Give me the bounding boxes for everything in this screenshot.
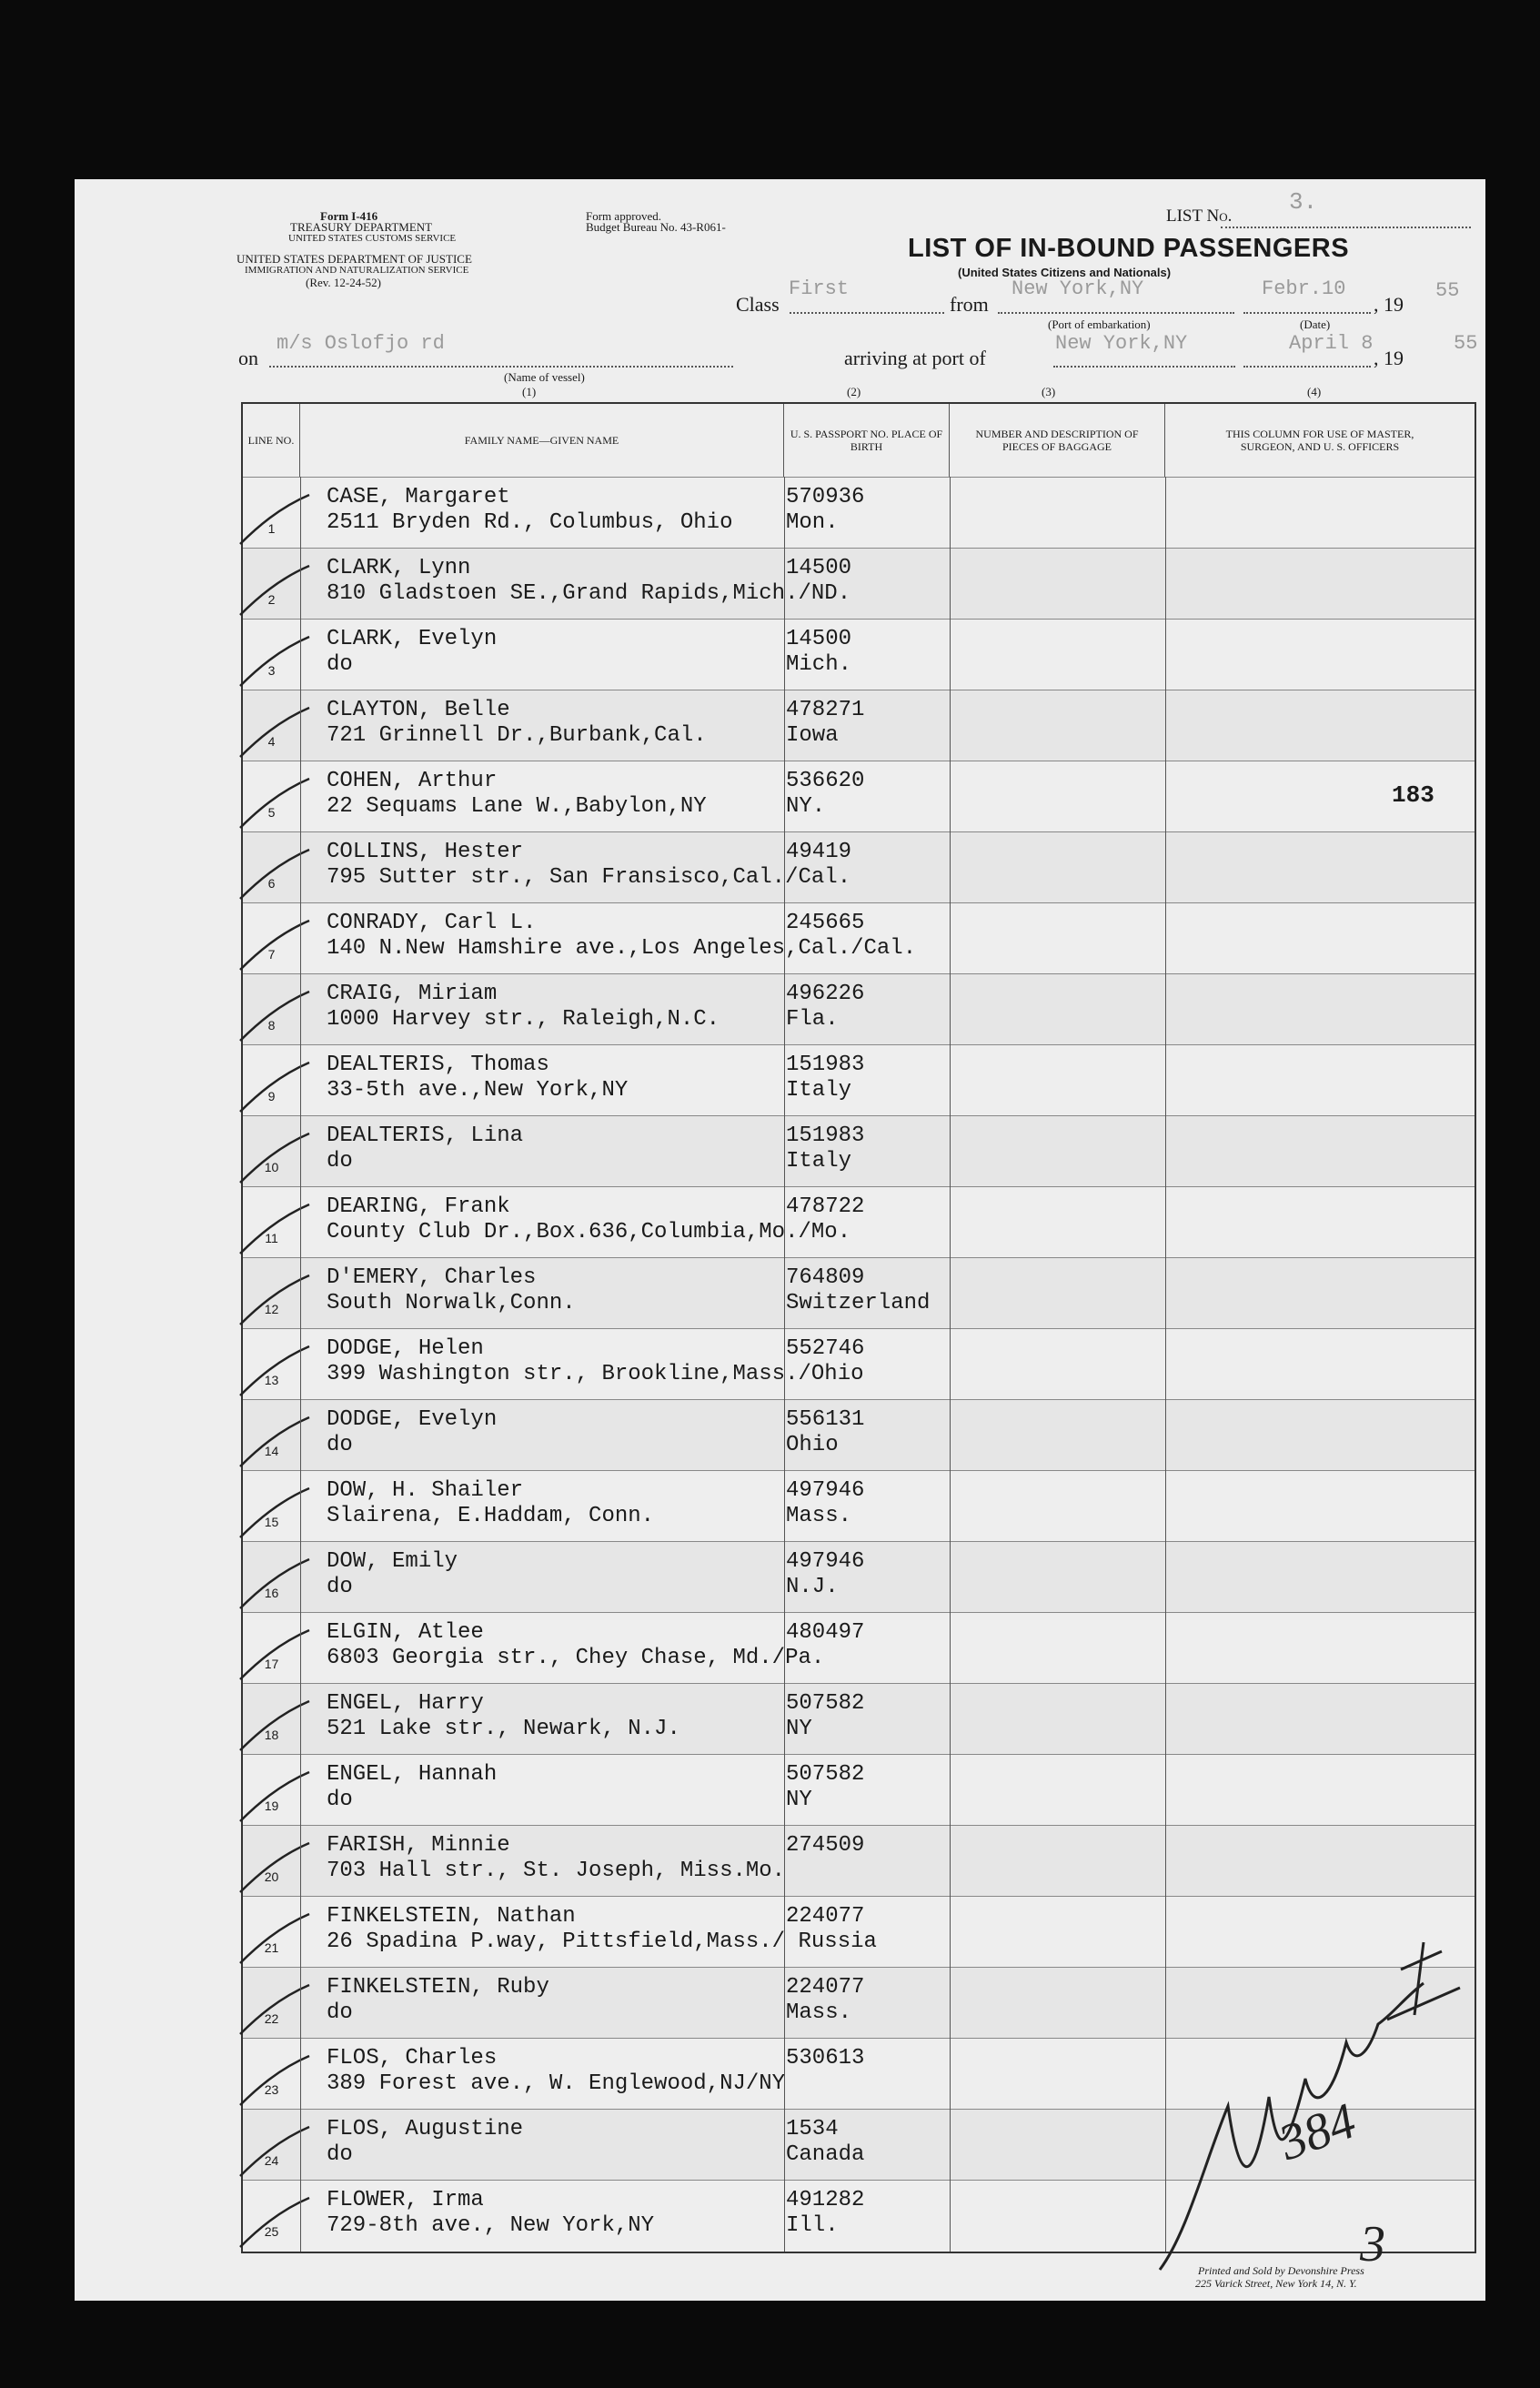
table-row <box>243 1470 1475 1541</box>
passport-number: 14500 <box>786 627 852 651</box>
table-row <box>243 831 1475 902</box>
line-number: 17 <box>264 1657 279 1671</box>
passenger-address: do <box>327 1149 353 1174</box>
passenger-name: FINKELSTEIN, Nathan <box>327 1904 576 1929</box>
line-number: 21 <box>264 1940 279 1955</box>
year1-value: 55 <box>1435 279 1460 302</box>
passenger-name: FLOS, Augustine <box>327 2117 524 2141</box>
ins-service: IMMIGRATION AND NATURALIZATION SERVICE <box>245 265 469 276</box>
line-number: 15 <box>264 1515 279 1529</box>
list-no-line <box>1221 227 1471 228</box>
line-number: 14 <box>264 1444 279 1458</box>
place-of-birth: NY. <box>786 794 826 819</box>
table-body <box>243 477 1475 2253</box>
page-title: LIST OF IN-BOUND PASSENGERS <box>908 234 1350 263</box>
place-of-birth: N.J. <box>786 1575 839 1599</box>
place-of-birth: Ill. <box>786 2213 839 2238</box>
passenger-address: 6803 Georgia str., Chey Chase, Md./Pa. <box>327 1646 825 1670</box>
vessel-name: m/s Oslofjo rd <box>277 332 445 355</box>
page-subtitle: (United States Citizens and Nationals) <box>958 266 1172 279</box>
col2-caption: (2) <box>847 385 861 398</box>
form-number: Form I-416 <box>320 209 378 223</box>
place-of-birth: Fla. <box>786 1007 839 1032</box>
date1-line <box>1243 312 1371 314</box>
passenger-address: 521 Lake str., Newark, N.J. <box>327 1717 680 1741</box>
place-of-birth: NY <box>786 1717 812 1741</box>
table-row <box>243 1896 1475 1967</box>
passport-number: 552746 <box>786 1336 865 1361</box>
table-row <box>243 1328 1475 1399</box>
year1-prefix: , 19 <box>1374 293 1404 316</box>
place-of-birth: Italy <box>786 1078 852 1103</box>
passenger-name: DODGE, Evelyn <box>327 1407 498 1432</box>
line-number: 13 <box>264 1373 279 1387</box>
table-row <box>243 1612 1475 1683</box>
line-number: 23 <box>264 2082 279 2097</box>
passport-number: 478271 <box>786 698 865 722</box>
from-line <box>998 312 1234 314</box>
passport-number: 224077 <box>786 1904 865 1929</box>
col4-caption: (4) <box>1307 385 1322 398</box>
passenger-address: do <box>327 652 353 677</box>
table-row <box>243 2180 1475 2251</box>
passenger-address: 22 Sequams Lane W.,Babylon,NY <box>327 794 707 819</box>
from-label: from <box>950 293 989 316</box>
passenger-name: FLOWER, Irma <box>327 2188 484 2212</box>
col-header-passport: U. S. PASSPORT NO. PLACE OF BIRTH <box>784 404 950 477</box>
passenger-address: 33-5th ave.,New York,NY <box>327 1078 629 1103</box>
passenger-address: 721 Grinnell Dr.,Burbank,Cal. <box>327 723 707 748</box>
passport-number: 224077 <box>786 1975 865 2000</box>
table-row <box>243 1399 1475 1470</box>
treasury-dept: TREASURY DEPARTMENT <box>290 220 433 234</box>
passport-number: 478722 <box>786 1194 865 1219</box>
passenger-address: 389 Forest ave., W. Englewood,NJ/NY <box>327 2071 786 2096</box>
col-divider <box>1165 477 1166 2252</box>
passport-number: 536620 <box>786 769 865 793</box>
place-of-birth: Canada <box>786 2142 865 2167</box>
passport-number: 496226 <box>786 982 865 1006</box>
place-of-birth: Iowa <box>786 723 839 748</box>
passenger-name: COHEN, Arthur <box>327 769 498 793</box>
line-number: 7 <box>267 947 276 962</box>
line-number: 25 <box>264 2224 279 2239</box>
passport-number: 1534 <box>786 2117 839 2141</box>
table-row <box>243 1754 1475 1825</box>
date2-value: April 8 <box>1289 332 1374 355</box>
table-row <box>243 1257 1475 1328</box>
passport-number: 480497 <box>786 1620 865 1645</box>
passenger-name: ENGEL, Harry <box>327 1691 484 1716</box>
col3-caption: (3) <box>1042 385 1056 398</box>
line-number: 8 <box>267 1018 276 1033</box>
port-embarkation-caption: (Port of embarkation) <box>1048 317 1151 331</box>
line-number: 3 <box>267 663 276 678</box>
arriving-line <box>1053 366 1235 368</box>
budget-bureau: Budget Bureau No. 43-R061- <box>586 220 726 234</box>
justice-dept: UNITED STATES DEPARTMENT OF JUSTICE <box>237 252 472 266</box>
printer-imprint-2: 225 Varick Street, New York 14, N. Y. <box>1195 2277 1357 2290</box>
table-row <box>243 761 1475 831</box>
passport-number: 507582 <box>786 1762 865 1787</box>
passenger-address: South Norwalk,Conn. <box>327 1291 576 1315</box>
date2-line <box>1243 366 1371 368</box>
passenger-name: ENGEL, Hannah <box>327 1762 498 1787</box>
table-row <box>243 1115 1475 1186</box>
passenger-name: COLLINS, Hester <box>327 840 524 864</box>
line-number: 12 <box>264 1302 279 1316</box>
passport-number: 151983 <box>786 1123 865 1148</box>
table-row <box>243 1044 1475 1115</box>
passenger-address: Slairena, E.Haddam, Conn. <box>327 1504 655 1528</box>
col1-caption: (1) <box>522 385 537 398</box>
col-header-line-no: LINE NO. <box>243 404 300 477</box>
passenger-address: do <box>327 2142 353 2167</box>
passenger-name: DODGE, Helen <box>327 1336 484 1361</box>
officer-note: 183 <box>1392 781 1434 809</box>
col-divider <box>784 477 785 2252</box>
place-of-birth: Mich. <box>786 652 852 677</box>
passenger-name: FLOS, Charles <box>327 2046 498 2071</box>
passenger-name: CRAIG, Miriam <box>327 982 498 1006</box>
date-caption: (Date) <box>1300 317 1331 331</box>
passenger-name: DEARING, Frank <box>327 1194 510 1219</box>
table-row <box>243 973 1475 1044</box>
table-row <box>243 548 1475 619</box>
line-number: 5 <box>267 805 276 820</box>
passenger-address: 729-8th ave., New York,NY <box>327 2213 655 2238</box>
year2-prefix: , 19 <box>1374 347 1404 369</box>
col-header-baggage: NUMBER AND DESCRIPTION OF PIECES OF BAGGAGE <box>950 404 1165 477</box>
passenger-address: do <box>327 1788 353 1812</box>
place-of-birth: Ohio <box>786 1433 839 1457</box>
passport-number: 530613 <box>786 2046 865 2071</box>
passport-number: 497946 <box>786 1549 865 1574</box>
line-number: 11 <box>265 1231 278 1245</box>
list-no-value: 3. <box>1289 188 1318 216</box>
list-no-label: LIST No. <box>1166 207 1233 226</box>
passenger-name: DEALTERIS, Thomas <box>327 1053 549 1077</box>
line-number: 6 <box>267 876 276 891</box>
handwritten-digit: 3 <box>1360 2216 1385 2272</box>
place-of-birth: Italy <box>786 1149 852 1174</box>
form-approved: Form approved. <box>586 209 662 223</box>
table-row <box>243 1186 1475 1257</box>
passenger-address: 703 Hall str., St. Joseph, Miss.Mo. <box>327 1859 786 1883</box>
handwritten-number: 384 <box>1272 2092 1364 2172</box>
passenger-name: FINKELSTEIN, Ruby <box>327 1975 549 2000</box>
passport-number: 497946 <box>786 1478 865 1503</box>
printer-imprint-1: Printed and Sold by Devonshire Press <box>1198 2264 1364 2277</box>
table-row <box>243 1825 1475 1896</box>
passenger-name: DEALTERIS, Lina <box>327 1123 524 1148</box>
line-number: 18 <box>264 1728 279 1742</box>
revision: (Rev. 12-24-52) <box>306 276 381 289</box>
line-number: 20 <box>264 1869 279 1884</box>
table-row <box>243 690 1475 761</box>
class-line <box>790 312 944 314</box>
place-of-birth: Switzerland <box>786 1291 931 1315</box>
passport-number: 151983 <box>786 1053 865 1077</box>
passenger-name: FARISH, Minnie <box>327 1833 510 1858</box>
passenger-address: 1000 Harvey str., Raleigh,N.C. <box>327 1007 720 1032</box>
class-value: First <box>789 277 850 300</box>
place-of-birth: Mass. <box>786 2000 852 2025</box>
passenger-list-page <box>75 179 1485 2301</box>
line-number: 22 <box>264 2011 279 2026</box>
line-number: 16 <box>264 1586 279 1600</box>
on-label: on <box>238 347 258 369</box>
col-header-officers: THIS COLUMN FOR USE OF MASTER, SURGEON, AND U. S. OFFICERS <box>1225 428 1414 453</box>
line-number: 9 <box>267 1089 276 1103</box>
table-row <box>243 477 1475 548</box>
place-of-birth: Mon. <box>786 510 839 535</box>
passport-number: 49419 <box>786 840 852 864</box>
line-number: 19 <box>264 1799 279 1813</box>
from-value: New York,NY <box>1012 277 1144 300</box>
passenger-address: 810 Gladstoen SE.,Grand Rapids,Mich./ND. <box>327 581 851 606</box>
passenger-address: 2511 Bryden Rd., Columbus, Ohio <box>327 510 733 535</box>
passport-number: 556131 <box>786 1407 865 1432</box>
table-row <box>243 2038 1475 2109</box>
table-row <box>243 1541 1475 1612</box>
passenger-address: 399 Washington str., Brookline,Mass./Ohio <box>327 1362 864 1386</box>
passenger-name: DOW, Emily <box>327 1549 458 1574</box>
passenger-address: do <box>327 2000 353 2025</box>
passport-number: 764809 <box>786 1265 865 1290</box>
passport-number: 274509 <box>786 1833 865 1858</box>
col-divider <box>950 477 951 2252</box>
col-header-family-name: FAMILY NAME—GIVEN NAME <box>300 404 784 477</box>
passenger-address: 26 Spadina P.way, Pittsfield,Mass./ Russia <box>327 1930 877 1954</box>
class-label: Class <box>736 293 780 316</box>
passenger-address: do <box>327 1433 353 1457</box>
customs-service: UNITED STATES CUSTOMS SERVICE <box>288 233 457 244</box>
passenger-name: DOW, H. Shailer <box>327 1478 524 1503</box>
table-row <box>243 902 1475 973</box>
passenger-address: 795 Sutter str., San Fransisco,Cal./Cal. <box>327 865 851 890</box>
passenger-address: 140 N.New Hamshire ave.,Los Angeles,Cal./Cal. <box>327 936 917 961</box>
col-divider <box>300 477 301 2252</box>
table-row <box>243 1683 1475 1754</box>
passport-number: 14500 <box>786 556 852 580</box>
passenger-name: CLAYTON, Belle <box>327 698 510 722</box>
passport-number: 507582 <box>786 1691 865 1716</box>
table-row <box>243 619 1475 690</box>
line-number: 10 <box>264 1160 279 1174</box>
passport-number: 491282 <box>786 2188 865 2212</box>
line-number: 2 <box>267 592 276 607</box>
passport-number: 570936 <box>786 485 865 509</box>
passenger-name: CLARK, Evelyn <box>327 627 498 651</box>
vessel-line <box>269 366 733 368</box>
passport-number: 245665 <box>786 911 865 935</box>
line-number: 4 <box>267 734 276 749</box>
year2-value: 55 <box>1454 332 1478 355</box>
place-of-birth: NY <box>786 1788 812 1812</box>
passenger-name: D'EMERY, Charles <box>327 1265 537 1290</box>
table-row <box>243 1967 1475 2038</box>
passenger-address: County Club Dr.,Box.636,Columbia,Mo./Mo. <box>327 1220 851 1244</box>
line-number: 24 <box>264 2153 279 2168</box>
arriving-value: New York,NY <box>1055 332 1188 355</box>
date1-value: Febr.10 <box>1262 277 1346 300</box>
passenger-name: CASE, Margaret <box>327 485 510 509</box>
passenger-name: CONRADY, Carl L. <box>327 911 537 935</box>
table-row <box>243 2109 1475 2180</box>
place-of-birth: Mass. <box>786 1504 852 1528</box>
line-number: 1 <box>267 521 276 536</box>
passenger-table <box>241 402 1476 2253</box>
vessel-caption: (Name of vessel) <box>504 370 585 384</box>
arriving-label: arriving at port of <box>844 347 986 369</box>
passenger-address: do <box>327 1575 353 1599</box>
passenger-name: CLARK, Lynn <box>327 556 471 580</box>
passenger-name: ELGIN, Atlee <box>327 1620 484 1645</box>
